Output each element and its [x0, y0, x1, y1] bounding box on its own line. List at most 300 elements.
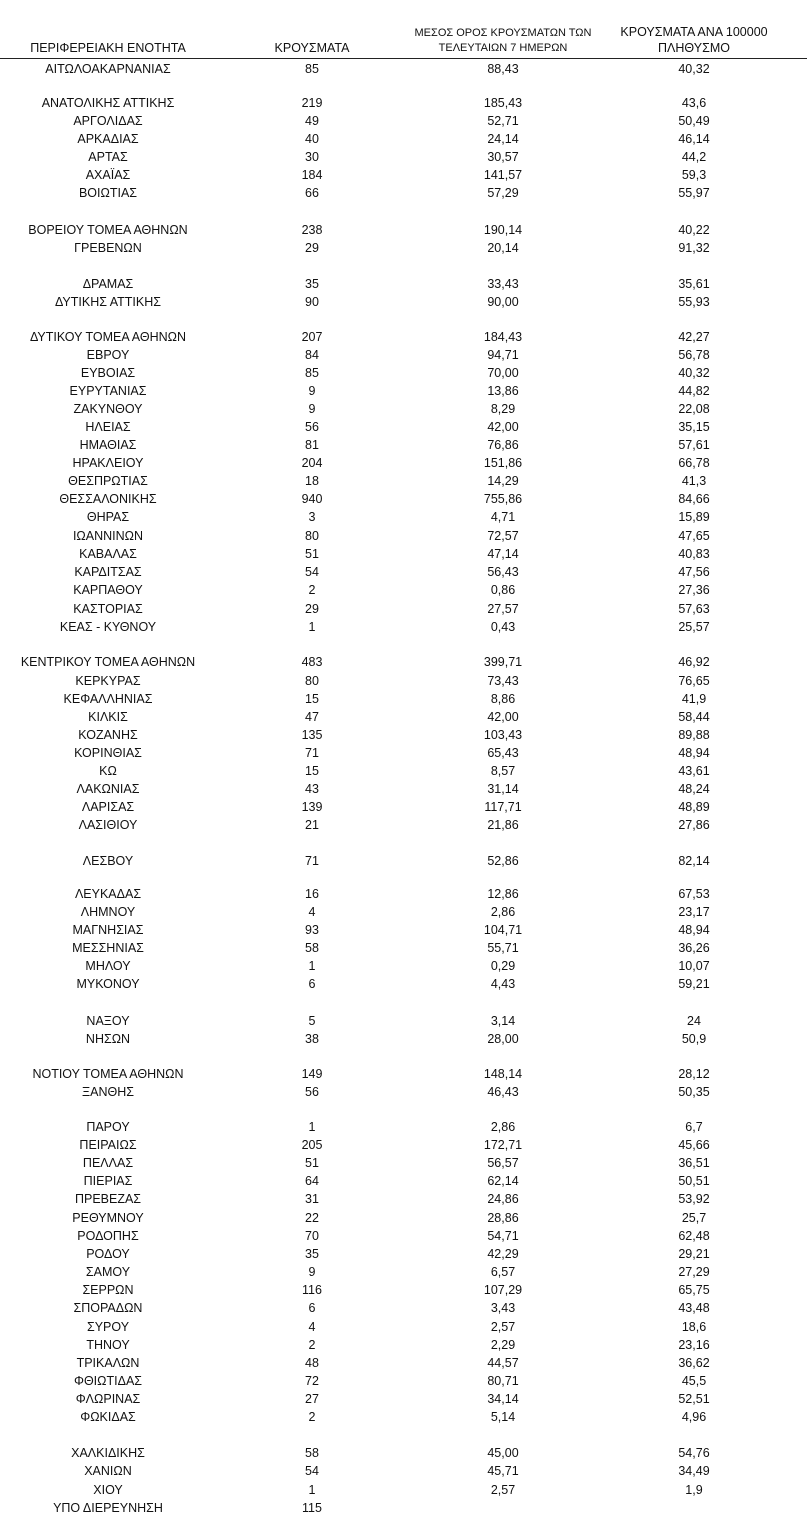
region-cell: ΝΟΤΙΟΥ ΤΟΜΕΑ ΑΘΗΝΩΝ: [32, 1067, 184, 1081]
region-cell: ΛΗΜΝΟΥ: [80, 905, 136, 919]
per100k-cell: 36,51: [678, 1156, 710, 1170]
table-row: [0, 1209, 807, 1227]
region-cell: ΦΛΩΡΙΝΑΣ: [75, 1392, 141, 1406]
region-cell: ΡΟΔΟΥ: [86, 1247, 130, 1261]
cases-cell: 115: [302, 1501, 322, 1515]
cases-cell: 70: [305, 1229, 319, 1243]
avg7-cell: 45,71: [487, 1464, 519, 1478]
table-row: [0, 1083, 807, 1101]
cases-cell: 219: [301, 96, 323, 110]
table-row: [0, 508, 807, 526]
per100k-cell: 46,14: [678, 132, 710, 146]
avg7-cell: 33,43: [487, 277, 519, 291]
per100k-cell: 25,7: [681, 1211, 707, 1225]
cases-cell: 1: [308, 1120, 316, 1134]
region-cell: ΜΕΣΣΗΝΙΑΣ: [72, 941, 144, 955]
header-cases-label: ΚΡΟΥΣΜΑΤΑ: [274, 41, 350, 55]
table-row: [0, 1299, 807, 1317]
table-row: [0, 130, 807, 148]
table-row: [0, 221, 807, 239]
avg7-cell: 0,86: [490, 583, 516, 597]
per100k-cell: 28,12: [678, 1067, 710, 1081]
per100k-cell: 53,92: [678, 1192, 710, 1206]
per100k-cell: 47,65: [678, 529, 710, 543]
per100k-cell: 24: [687, 1014, 701, 1028]
table-row: [0, 527, 807, 545]
region-cell: ΧΙΟΥ: [93, 1483, 123, 1497]
region-cell: ΣΥΡΟΥ: [86, 1320, 130, 1334]
avg7-cell: 94,71: [487, 348, 519, 362]
region-cell: ΘΗΡΑΣ: [86, 510, 130, 524]
table-row: [0, 1336, 807, 1354]
table-row: [0, 418, 807, 436]
avg7-cell: 65,43: [487, 746, 519, 760]
per100k-cell: 62,48: [678, 1229, 710, 1243]
cases-cell: 51: [305, 1156, 319, 1170]
per100k-cell: 44,82: [678, 384, 710, 398]
per100k-cell: 54,76: [678, 1446, 710, 1460]
table-row: [0, 690, 807, 708]
cases-cell: 56: [305, 420, 319, 434]
avg7-cell: 56,43: [487, 565, 519, 579]
cases-cell: 72: [305, 1374, 319, 1388]
region-cell: ΡΕΘΥΜΝΟΥ: [72, 1211, 144, 1225]
cases-cell: 238: [301, 223, 323, 237]
per100k-cell: 36,62: [678, 1356, 710, 1370]
avg7-cell: 45,00: [487, 1446, 519, 1460]
region-cell: ΚΑΡΠΑΘΟΥ: [73, 583, 143, 597]
per100k-cell: 55,97: [678, 186, 710, 200]
per100k-cell: 15,89: [678, 510, 710, 524]
region-cell: ΠΙΕΡΙΑΣ: [83, 1174, 133, 1188]
table-row: [0, 1444, 807, 1462]
header-region-label: ΠΕΡΙΦΕΡΕΙΑΚΗ ΕΝΟΤΗΤΑ: [30, 41, 186, 55]
region-cell: ΛΑΡΙΣΑΣ: [81, 800, 135, 814]
region-cell: ΘΕΣΠΡΩΤΙΑΣ: [68, 474, 148, 488]
table-row: [0, 1318, 807, 1336]
per100k-cell: 40,32: [678, 366, 710, 380]
region-cell: ΝΑΞΟΥ: [86, 1014, 130, 1028]
avg7-cell: 107,29: [483, 1283, 523, 1297]
per100k-cell: 47,56: [678, 565, 710, 579]
avg7-cell: 185,43: [483, 96, 523, 110]
per100k-cell: 57,63: [678, 602, 710, 616]
region-cell: ΑΡΚΑΔΙΑΣ: [77, 132, 139, 146]
region-cell: ΤΡΙΚΑΛΩΝ: [76, 1356, 140, 1370]
avg7-cell: 184,43: [483, 330, 523, 344]
cases-cell: 80: [305, 529, 319, 543]
per100k-cell: 27,29: [678, 1265, 710, 1279]
table-row: [0, 726, 807, 744]
per100k-cell: 48,24: [678, 782, 710, 796]
avg7-cell: 20,14: [487, 241, 519, 255]
cases-cell: 38: [305, 1032, 319, 1046]
table-row: [0, 239, 807, 257]
table-row: [0, 885, 807, 903]
avg7-cell: 2,29: [490, 1338, 516, 1352]
avg7-cell: 34,14: [487, 1392, 519, 1406]
per100k-cell: 46,92: [678, 655, 710, 669]
table-row: [0, 1390, 807, 1408]
region-cell: ΚΩ: [99, 764, 117, 778]
region-cell: ΦΘΙΩΤΙΔΑΣ: [73, 1374, 143, 1388]
avg7-cell: 28,86: [487, 1211, 519, 1225]
cases-cell: 15: [305, 764, 319, 778]
avg7-cell: 70,00: [487, 366, 519, 380]
per100k-cell: 6,7: [685, 1120, 703, 1134]
cases-cell: 2: [308, 1410, 316, 1424]
table-row: [0, 60, 807, 78]
region-cell: ΠΡΕΒΕΖΑΣ: [74, 1192, 142, 1206]
region-cell: ΔΥΤΙΚΗΣ ΑΤΤΙΚΗΣ: [55, 295, 161, 309]
cases-cell: 5: [308, 1014, 316, 1028]
per100k-cell: 50,51: [678, 1174, 710, 1188]
per100k-cell: 55,93: [678, 295, 710, 309]
per100k-cell: 59,21: [678, 977, 710, 991]
per100k-cell: 52,51: [678, 1392, 710, 1406]
avg7-cell: 62,14: [487, 1174, 519, 1188]
avg7-cell: 28,00: [487, 1032, 519, 1046]
cases-cell: 31: [305, 1192, 319, 1206]
cases-cell: 204: [301, 456, 323, 470]
region-cell: ΓΡΕΒΕΝΩΝ: [74, 241, 142, 255]
per100k-cell: 1,9: [685, 1483, 703, 1497]
cases-cell: 29: [305, 602, 319, 616]
table-row: [0, 364, 807, 382]
table-row: [0, 1499, 807, 1517]
per100k-cell: 23,16: [678, 1338, 710, 1352]
cases-cell: 35: [305, 277, 319, 291]
region-cell: ΑΝΑΤΟΛΙΚΗΣ ΑΤΤΙΚΗΣ: [41, 96, 175, 110]
cases-cell: 2: [308, 583, 316, 597]
region-cell: ΡΟΔΟΠΗΣ: [77, 1229, 139, 1243]
table-row: [0, 1190, 807, 1208]
cases-cell: 139: [301, 800, 323, 814]
per100k-cell: 41,3: [681, 474, 707, 488]
avg7-cell: 0,29: [490, 959, 516, 973]
cases-cell: 35: [305, 1247, 319, 1261]
avg7-cell: 47,14: [487, 547, 519, 561]
region-cell: ΙΩΑΝΝΙΝΩΝ: [72, 529, 144, 543]
per100k-cell: 50,49: [678, 114, 710, 128]
table-row: [0, 112, 807, 130]
avg7-cell: 4,71: [490, 510, 516, 524]
table-row: [0, 600, 807, 618]
cases-cell: 80: [305, 674, 319, 688]
table-row: [0, 780, 807, 798]
region-cell: ΣΑΜΟΥ: [85, 1265, 131, 1279]
region-cell: ΜΥΚΟΝΟΥ: [76, 977, 140, 991]
region-cell: ΔΥΤΙΚΟΥ ΤΟΜΕΑ ΑΘΗΝΩΝ: [29, 330, 187, 344]
table-row: [0, 957, 807, 975]
table-row: [0, 166, 807, 184]
region-cell: ΞΑΝΘΗΣ: [82, 1085, 134, 1099]
per100k-cell: 65,75: [678, 1283, 710, 1297]
per100k-cell: 43,6: [681, 96, 707, 110]
region-cell: ΑΡΓΟΛΙΔΑΣ: [73, 114, 143, 128]
cases-cell: 9: [308, 384, 316, 398]
table-row: [0, 382, 807, 400]
table-row: [0, 708, 807, 726]
cases-cell: 149: [301, 1067, 323, 1081]
per100k-cell: 43,61: [678, 764, 710, 778]
table-row: [0, 852, 807, 870]
avg7-cell: 2,86: [490, 1120, 516, 1134]
cases-cell: 22: [305, 1211, 319, 1225]
cases-cell: 48: [305, 1356, 319, 1370]
avg7-cell: 44,57: [487, 1356, 519, 1370]
table-row: [0, 1354, 807, 1372]
table-row: [0, 672, 807, 690]
table-row: [0, 816, 807, 834]
cases-cell: 205: [301, 1138, 323, 1152]
per100k-cell: 48,89: [678, 800, 710, 814]
per100k-cell: 50,35: [678, 1085, 710, 1099]
per100k-cell: 22,08: [678, 402, 710, 416]
avg7-cell: 3,43: [490, 1301, 516, 1315]
table-row: [0, 436, 807, 454]
region-cell: ΥΠΟ ΔΙΕΡΕΥΝΗΣΗ: [53, 1501, 163, 1515]
table-row: [0, 618, 807, 636]
header-per100k-line1: ΚΡΟΥΣΜΑΤΑ ΑΝΑ 100000: [620, 25, 768, 39]
table-row: [0, 744, 807, 762]
region-cell: ΒΟΡΕΙΟΥ ΤΟΜΕΑ ΑΘΗΝΩΝ: [28, 223, 188, 237]
avg7-cell: 8,29: [490, 402, 516, 416]
region-cell: ΤΗΝΟΥ: [86, 1338, 130, 1352]
table-row: [0, 798, 807, 816]
cases-cell: 2: [308, 1338, 316, 1352]
cases-cell: 49: [305, 114, 319, 128]
per100k-cell: 40,22: [678, 223, 710, 237]
cases-cell: 40: [305, 132, 319, 146]
cases-cell: 56: [305, 1085, 319, 1099]
avg7-cell: 2,57: [490, 1483, 516, 1497]
avg7-cell: 55,71: [487, 941, 519, 955]
cases-cell: 3: [308, 510, 316, 524]
per100k-cell: 18,6: [681, 1320, 707, 1334]
cases-cell: 6: [308, 977, 316, 991]
cases-cell: 116: [302, 1283, 322, 1297]
cases-cell: 85: [305, 62, 319, 76]
table-row: [0, 975, 807, 993]
table-row: [0, 1227, 807, 1245]
table-row: [0, 293, 807, 311]
avg7-cell: 31,14: [487, 782, 519, 796]
region-cell: ΚΟΖΑΝΗΣ: [78, 728, 138, 742]
avg7-cell: 399,71: [483, 655, 523, 669]
region-cell: ΕΥΡΥΤΑΝΙΑΣ: [69, 384, 147, 398]
per100k-cell: 27,86: [678, 818, 710, 832]
avg7-cell: 151,86: [483, 456, 523, 470]
avg7-cell: 46,43: [487, 1085, 519, 1099]
avg7-cell: 8,57: [490, 764, 516, 778]
region-cell: ΔΡΑΜΑΣ: [82, 277, 134, 291]
cases-cell: 1: [308, 620, 316, 634]
cases-cell: 30: [305, 150, 319, 164]
avg7-cell: 14,29: [487, 474, 519, 488]
avg7-cell: 2,57: [490, 1320, 516, 1334]
table-row: [0, 490, 807, 508]
per100k-cell: 42,27: [678, 330, 710, 344]
region-cell: ΗΡΑΚΛΕΙΟΥ: [72, 456, 144, 470]
avg7-cell: 172,71: [483, 1138, 523, 1152]
cases-cell: 27: [305, 1392, 319, 1406]
cases-cell: 18: [305, 474, 319, 488]
region-cell: ΚΙΛΚΙΣ: [88, 710, 128, 724]
table-row: [0, 921, 807, 939]
cases-cell: 207: [301, 330, 323, 344]
region-cell: ΗΛΕΙΑΣ: [85, 420, 131, 434]
region-cell: ΚΕΡΚΥΡΑΣ: [75, 674, 141, 688]
cases-cell: 64: [305, 1174, 319, 1188]
avg7-cell: 73,43: [487, 674, 519, 688]
table-row: [0, 1372, 807, 1390]
region-cell: ΚΕΦΑΛΛΗΝΙΑΣ: [63, 692, 153, 706]
cases-cell: 51: [305, 547, 319, 561]
per100k-cell: 10,07: [678, 959, 710, 973]
cases-cell: 58: [305, 1446, 319, 1460]
per100k-cell: 45,5: [681, 1374, 707, 1388]
cases-cell: 1: [308, 1483, 316, 1497]
cases-cell: 483: [301, 655, 323, 669]
avg7-cell: 42,29: [487, 1247, 519, 1261]
per100k-cell: 41,9: [681, 692, 707, 706]
cases-cell: 71: [305, 746, 319, 760]
avg7-cell: 190,14: [483, 223, 523, 237]
region-cell: ΚΕΝΤΡΙΚΟΥ ΤΟΜΕΑ ΑΘΗΝΩΝ: [20, 655, 196, 669]
avg7-cell: 80,71: [487, 1374, 519, 1388]
avg7-cell: 755,86: [483, 492, 523, 506]
per100k-cell: 25,57: [678, 620, 710, 634]
avg7-cell: 27,57: [487, 602, 519, 616]
header-avg7-line2: ΤΕΛΕΥΤΑΙΩΝ 7 ΗΜΕΡΩΝ: [438, 42, 568, 54]
avg7-cell: 57,29: [487, 186, 519, 200]
avg7-cell: 42,00: [487, 710, 519, 724]
region-cell: ΚΟΡΙΝΘΙΑΣ: [74, 746, 142, 760]
region-cell: ΑΧΑΪΑΣ: [85, 168, 131, 182]
table-row: [0, 903, 807, 921]
region-cell: ΛΑΣΙΘΙΟΥ: [78, 818, 138, 832]
table-row: [0, 148, 807, 166]
per100k-cell: 48,94: [678, 746, 710, 760]
table-row: [0, 472, 807, 490]
avg7-cell: 117,71: [484, 800, 522, 814]
per100k-cell: 89,88: [678, 728, 710, 742]
avg7-cell: 21,86: [487, 818, 519, 832]
region-cell: ΣΠΟΡΑΔΩΝ: [73, 1301, 143, 1315]
table-row: [0, 1281, 807, 1299]
cases-cell: 54: [305, 565, 319, 579]
cases-cell: 85: [305, 366, 319, 380]
per100k-cell: 23,17: [678, 905, 710, 919]
region-cell: ΠΑΡΟΥ: [86, 1120, 130, 1134]
region-cell: ΜΑΓΝΗΣΙΑΣ: [72, 923, 144, 937]
avg7-cell: 8,86: [490, 692, 516, 706]
cases-cell: 940: [301, 492, 323, 506]
table-row: [0, 346, 807, 364]
table-row: [0, 1263, 807, 1281]
region-cell: ΑΡΤΑΣ: [88, 150, 128, 164]
cases-cell: 15: [305, 692, 319, 706]
cases-cell: 66: [305, 186, 319, 200]
region-cell: ΠΕΙΡΑΙΩΣ: [79, 1138, 137, 1152]
avg7-cell: 2,86: [490, 905, 516, 919]
per100k-cell: 4,96: [681, 1410, 707, 1424]
avg7-cell: 42,00: [487, 420, 519, 434]
cases-cell: 4: [308, 1320, 316, 1334]
cases-cell: 184: [301, 168, 323, 182]
per100k-cell: 36,26: [678, 941, 710, 955]
cases-cell: 84: [305, 348, 319, 362]
avg7-cell: 141,57: [483, 168, 523, 182]
per100k-cell: 48,94: [678, 923, 710, 937]
per100k-cell: 58,44: [678, 710, 710, 724]
header-avg7-line1: ΜΕΣΟΣ ΟΡΟΣ ΚΡΟΥΣΜΑΤΩΝ ΤΩΝ: [414, 27, 592, 39]
cases-cell: 54: [305, 1464, 319, 1478]
per100k-cell: 84,66: [678, 492, 710, 506]
cases-cell: 71: [305, 854, 319, 868]
avg7-cell: 56,57: [487, 1156, 519, 1170]
header-per100k-line2: ΠΛΗΘΥΣΜΟ: [658, 41, 730, 55]
avg7-cell: 52,71: [487, 114, 519, 128]
cases-cell: 6: [308, 1301, 316, 1315]
per100k-cell: 44,2: [681, 150, 707, 164]
cases-cell: 4: [308, 905, 316, 919]
avg7-cell: 148,14: [483, 1067, 523, 1081]
region-cell: ΧΑΛΚΙΔΙΚΗΣ: [71, 1446, 145, 1460]
per100k-cell: 40,32: [678, 62, 710, 76]
per100k-cell: 35,61: [678, 277, 710, 291]
table-row: [0, 1118, 807, 1136]
table-row: [0, 581, 807, 599]
per100k-cell: 29,21: [678, 1247, 710, 1261]
cases-cell: 9: [308, 1265, 316, 1279]
cases-cell: 16: [305, 887, 319, 901]
per100k-cell: 57,61: [678, 438, 710, 452]
table-row: [0, 563, 807, 581]
region-cell: ΒΟΙΩΤΙΑΣ: [78, 186, 138, 200]
table-row: [0, 184, 807, 202]
table-row: [0, 94, 807, 112]
table-row: [0, 1408, 807, 1426]
per100k-cell: 45,66: [678, 1138, 710, 1152]
avg7-cell: 88,43: [487, 62, 519, 76]
cases-cell: 90: [305, 295, 319, 309]
per100k-cell: 50,9: [681, 1032, 707, 1046]
avg7-cell: 76,86: [487, 438, 519, 452]
avg7-cell: 72,57: [487, 529, 519, 543]
cases-cell: 58: [305, 941, 319, 955]
region-cell: ΚΑΡΔΙΤΣΑΣ: [74, 565, 142, 579]
per100k-cell: 27,36: [678, 583, 710, 597]
per100k-cell: 35,15: [678, 420, 710, 434]
per100k-cell: 40,83: [678, 547, 710, 561]
cases-cell: 135: [301, 728, 323, 742]
table-row: [0, 1481, 807, 1499]
region-cell: ΗΜΑΘΙΑΣ: [79, 438, 137, 452]
avg7-cell: 54,71: [487, 1229, 519, 1243]
per100k-cell: 59,3: [681, 168, 707, 182]
region-cell: ΜΗΛΟΥ: [85, 959, 131, 973]
region-cell: ΛΕΥΚΑΔΑΣ: [74, 887, 142, 901]
cases-cell: 29: [305, 241, 319, 255]
per100k-cell: 43,48: [678, 1301, 710, 1315]
region-cell: ΚΑΒΑΛΑΣ: [79, 547, 137, 561]
table-row: [0, 1245, 807, 1263]
table-row: [0, 328, 807, 346]
region-cell: ΚΕΑΣ - ΚΥΘΝΟΥ: [59, 620, 157, 634]
table-row: [0, 1030, 807, 1048]
